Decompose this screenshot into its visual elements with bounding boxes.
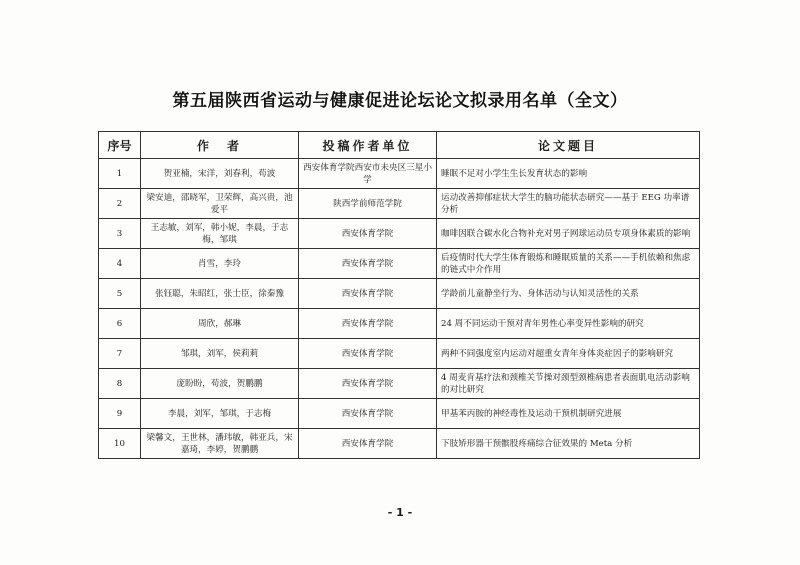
row-authors: 李晨，刘军，邹琪，于志梅	[141, 399, 299, 429]
row-authors: 庞盼盼，苟波，贺鹏鹏	[141, 369, 299, 399]
header-index: 序号	[99, 132, 141, 159]
page-number: - 1 -	[387, 506, 413, 519]
row-index: 10	[99, 429, 141, 459]
row-index: 9	[99, 399, 141, 429]
row-unit: 西安体育学院	[299, 369, 437, 399]
row-paper-title: 咖啡因联合碳水化合物补充对男子网球运动员专项身体素质的影响	[437, 219, 700, 249]
table-row	[99, 309, 700, 339]
row-index: 7	[99, 339, 141, 369]
row-paper-title: 4 周麦肯基疗法和颈椎关节操对颈型颈椎病患者表面肌电活动影响的对比研究	[437, 369, 700, 399]
row-authors: 梁馨文，王世林，潘玮敏，韩亚兵，宋嘉琦，李婷，贺鹏鹏	[141, 429, 299, 459]
row-index: 3	[99, 219, 141, 249]
header-authors: 作 者	[141, 132, 299, 159]
row-paper-title: 下肢矫形器干预髌股疼痛综合征效果的 Meta 分析	[437, 429, 700, 459]
row-authors: 张钰聪，朱昭红，张士臣，徐秦豫	[141, 279, 299, 309]
table-row	[99, 249, 700, 279]
table-row	[99, 159, 700, 189]
row-unit: 西安体育学院	[299, 399, 437, 429]
row-unit: 西安体育学院	[299, 309, 437, 339]
row-paper-title: 24 周不同运动干预对青年男性心率变异性影响的研究	[437, 309, 700, 339]
row-index: 5	[99, 279, 141, 309]
table-row	[99, 399, 700, 429]
row-index: 4	[99, 249, 141, 279]
row-paper-title: 后疫情时代大学生体育锻炼和睡眠质量的关系——手机依赖和焦虑的链式中介作用	[437, 249, 700, 279]
row-authors: 周欣，郝琳	[141, 309, 299, 339]
row-index: 8	[99, 369, 141, 399]
row-unit: 西安体育学院	[299, 339, 437, 369]
table-row	[99, 279, 700, 309]
row-authors: 梁安迪，邵晓军，卫荣辉，高兴贵，池爱平	[141, 189, 299, 219]
row-authors: 邹琪，刘军，侯莉莉	[141, 339, 299, 369]
row-unit: 西安体育学院	[299, 429, 437, 459]
row-unit: 西安体育学院	[299, 249, 437, 279]
table-row	[99, 339, 700, 369]
table-row	[99, 189, 700, 219]
row-paper-title: 睡眠不足对小学生生长发育状态的影响	[437, 159, 700, 189]
row-authors: 肖雪，李玲	[141, 249, 299, 279]
row-index: 6	[99, 309, 141, 339]
row-unit: 西安体育学院西安市未央区三星小学	[299, 159, 437, 189]
row-unit: 陕西学前师范学院	[299, 189, 437, 219]
row-authors: 贺亚楠，宋洋，刘春利，苟波	[141, 159, 299, 189]
row-paper-title: 两种不同强度室内运动对超重女青年身体炎症因子的影响研究	[437, 339, 700, 369]
row-unit: 西安体育学院	[299, 219, 437, 249]
table-row	[99, 429, 700, 459]
row-paper-title: 运动改善抑郁症状大学生的脑功能状态研究——基于 EEG 功率谱分析	[437, 189, 700, 219]
row-unit: 西安体育学院	[299, 279, 437, 309]
accepted-papers-table	[98, 131, 700, 459]
table-row	[99, 219, 700, 249]
row-authors: 王志敏，刘军，韩小妮，李晨，于志梅，邹琪	[141, 219, 299, 249]
table-row	[99, 369, 700, 399]
header-unit: 投稿作者单位	[299, 132, 437, 159]
row-paper-title: 甲基苯丙胺的神经毒性及运动干预机制研究进展	[437, 399, 700, 429]
row-index: 2	[99, 189, 141, 219]
table-header-row	[99, 132, 700, 159]
document-title: 第五届陕西省运动与健康促进论坛论文拟录用名单（全文）	[172, 91, 628, 111]
row-index: 1	[99, 159, 141, 189]
header-paper-title: 论文题目	[437, 132, 700, 159]
row-paper-title: 学龄前儿童静坐行为、身体活动与认知灵活性的关系	[437, 279, 700, 309]
